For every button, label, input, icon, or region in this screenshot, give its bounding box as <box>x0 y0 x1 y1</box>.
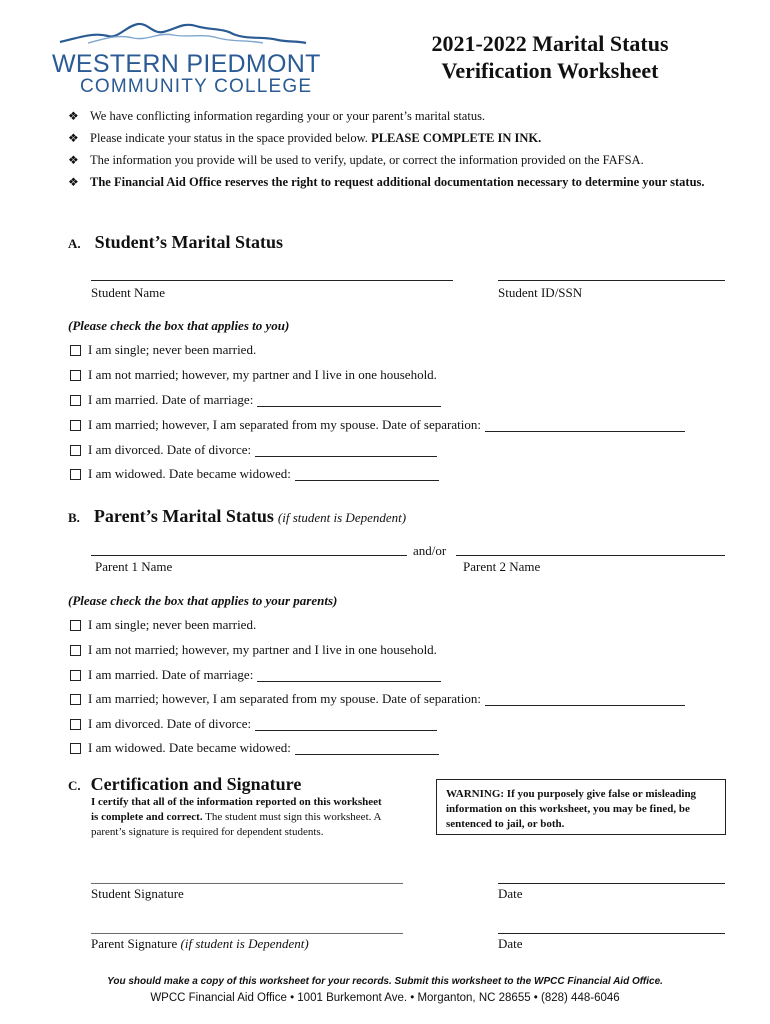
parent-option-widowed <box>70 740 439 756</box>
intro-bullet <box>68 174 708 190</box>
student-option-divorced <box>70 442 437 458</box>
diamond-bullet-icon: ❖ <box>68 109 79 123</box>
student-option-married <box>70 392 441 408</box>
option-label: I am widowed. Date became widowed: <box>88 466 291 481</box>
logo-wordmark: WESTERN PIEDMONT <box>52 50 321 78</box>
bullet-text: The information you provide will be used to verify, update, or correct the information provided on the FAFSA. <box>90 153 644 167</box>
intro-bullet <box>68 108 708 124</box>
option-label: I am married; however, I am separated from my spouse. Date of separation: <box>88 691 481 706</box>
date-of-marriage-field[interactable] <box>257 669 441 682</box>
checkbox[interactable] <box>70 645 81 656</box>
parent-date-field[interactable] <box>498 933 725 934</box>
date-of-separation-field[interactable] <box>485 419 685 432</box>
option-label: I am single; never been married. <box>88 342 257 357</box>
parent1-name-label: Parent 1 Name <box>95 559 173 574</box>
student-instruction: (Please check the box that applies to you) <box>68 318 290 333</box>
parent-option-divorced <box>70 716 437 732</box>
parent1-name-field[interactable] <box>91 555 407 556</box>
and-or-label: and/or <box>413 543 447 558</box>
option-label: I am not married; however, my partner and I live in one household. <box>88 367 437 382</box>
option-label: I am single; never been married. <box>88 617 257 632</box>
checkbox[interactable] <box>70 445 81 456</box>
parent-signature-field[interactable]: ________________________________________________ <box>91 920 403 935</box>
date-of-marriage-field[interactable] <box>257 394 441 407</box>
complete-in-ink-note: PLEASE COMPLETE IN INK. <box>371 131 542 145</box>
diamond-bullet-icon: ❖ <box>68 131 79 145</box>
student-name-label: Student Name <box>91 285 166 300</box>
parent-signature-note: (if student is Dependent) <box>180 936 309 951</box>
section-letter: C. <box>68 778 81 793</box>
section-letter: B. <box>68 510 80 525</box>
parent2-name-field[interactable] <box>456 555 725 556</box>
student-option-single <box>70 342 256 358</box>
title-line-1: 2021-2022 Marital Status <box>431 31 669 56</box>
section-c-heading <box>68 774 301 795</box>
option-label: I am married. Date of marriage: <box>88 667 254 682</box>
checkbox[interactable] <box>70 395 81 406</box>
certification-plain: The student must sign this worksheet. A parent’s signature is required for dependent students. <box>91 811 381 838</box>
section-a-heading <box>68 232 283 253</box>
student-name-field[interactable] <box>91 280 453 281</box>
section-b-heading <box>68 506 406 527</box>
parent2-name-label: Parent 2 Name <box>463 559 541 574</box>
parent-signature-text: Parent Signature <box>91 936 178 951</box>
checkbox[interactable] <box>70 694 81 705</box>
intro-bullet <box>68 152 708 168</box>
page-title <box>400 30 700 84</box>
option-label: I am divorced. Date of divorce: <box>88 442 252 457</box>
bullet-text <box>90 130 541 146</box>
parent-instruction: (Please check the box that applies to your parents) <box>68 593 338 608</box>
option-label: I am not married; however, my partner and I live in one household. <box>88 642 437 657</box>
diamond-bullet-icon: ❖ <box>68 175 79 189</box>
date-of-divorce-field[interactable] <box>255 444 437 457</box>
footer-note: You should make a copy of this worksheet for your records. Submit this worksheet to the WPCC Financial Aid Office. <box>107 976 663 987</box>
option-label: I am widowed. Date became widowed: <box>88 740 291 755</box>
certification-bold: I certify that all of the information reported on this worksheet is complete and correct. <box>91 796 382 823</box>
mountain-logo-icon <box>58 20 308 50</box>
section-title: Certification and Signature <box>90 774 302 794</box>
parent-option-married <box>70 667 441 683</box>
certification-text <box>91 795 391 840</box>
student-option-separated <box>70 417 685 433</box>
parent-option-single <box>70 617 256 633</box>
logo-subtitle: COMMUNITY COLLEGE <box>80 76 313 97</box>
parent-option-partner <box>70 642 437 658</box>
checkbox[interactable] <box>70 670 81 681</box>
section-title-note: (if student is Dependent) <box>277 510 407 525</box>
checkbox[interactable] <box>70 743 81 754</box>
option-label: I am divorced. Date of divorce: <box>88 716 252 731</box>
student-signature-label: Student Signature <box>91 886 184 901</box>
checkbox[interactable] <box>70 469 81 480</box>
date-widowed-field[interactable] <box>295 742 439 755</box>
checkbox[interactable] <box>70 370 81 381</box>
student-date-field[interactable] <box>498 883 725 884</box>
bullet-text-plain: Please indicate your status in the space provided below. <box>90 131 372 145</box>
warning-box: WARNING: If you purposely give false or misleading information on this worksheet, you may be fined, be sentenced to jail, or both. <box>436 779 726 835</box>
date-widowed-field[interactable] <box>295 468 439 481</box>
checkbox[interactable] <box>70 420 81 431</box>
student-date-label: Date <box>498 886 523 901</box>
diamond-bullet-icon: ❖ <box>68 153 79 167</box>
option-label: I am married. Date of marriage: <box>88 392 254 407</box>
checkbox[interactable] <box>70 345 81 356</box>
title-line-2: Verification Worksheet <box>441 58 659 83</box>
intro-bullets <box>68 108 708 196</box>
footer-address: WPCC Financial Aid Office • 1001 Burkemont Ave. • Morganton, NC 28655 • (828) 448-6046 <box>150 992 620 1004</box>
checkbox[interactable] <box>70 719 81 730</box>
parent-signature-label <box>91 936 309 952</box>
student-option-widowed <box>70 466 439 482</box>
section-title: Student’s Marital Status <box>94 232 283 252</box>
student-id-label: Student ID/SSN <box>498 285 583 300</box>
student-signature-field[interactable]: ________________________________________________ <box>91 870 403 885</box>
option-label: I am married; however, I am separated from my spouse. Date of separation: <box>88 417 481 432</box>
bullet-text: We have conflicting information regarding your or your parent’s marital status. <box>90 109 486 123</box>
student-id-field[interactable] <box>498 280 725 281</box>
section-title: Parent’s Marital Status <box>93 506 274 526</box>
section-letter: A. <box>68 236 81 251</box>
checkbox[interactable] <box>70 620 81 631</box>
parent-option-separated <box>70 691 685 707</box>
bullet-text: The Financial Aid Office reserves the right to request additional documentation necessary to determine your status. <box>90 175 705 189</box>
intro-bullet <box>68 130 708 146</box>
student-option-partner <box>70 367 437 383</box>
date-of-separation-field[interactable] <box>485 693 685 706</box>
date-of-divorce-field[interactable] <box>255 718 437 731</box>
parent-date-label: Date <box>498 936 523 951</box>
